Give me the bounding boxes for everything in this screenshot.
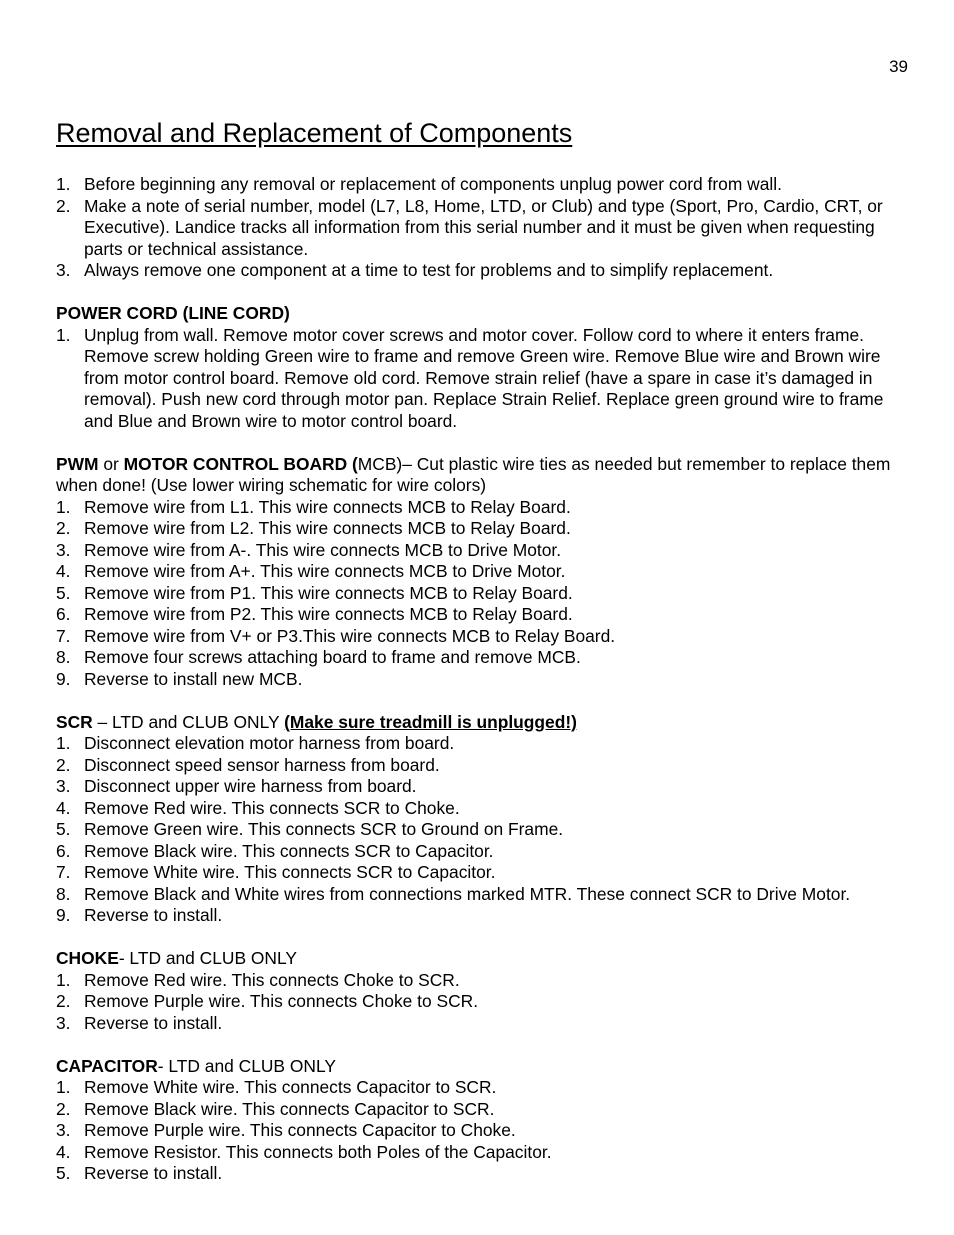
list-number: 4. (56, 797, 71, 818)
list-item (56, 755, 906, 777)
list-text: Reverse to install new MCB. (84, 668, 303, 689)
list-number: 2. (56, 195, 71, 216)
list-text: Before beginning any removal or replacement of components unplug power cord from wall. (84, 174, 782, 194)
list-number: 5. (56, 582, 71, 603)
list-item (56, 260, 906, 282)
list-number: 1. (56, 733, 71, 753)
list-number: 1. (56, 496, 71, 517)
list-item (56, 1163, 906, 1185)
list-item (56, 669, 906, 691)
list-number: 2. (56, 1098, 71, 1119)
list-number: 1. (56, 969, 71, 990)
list-text: Remove Red wire. This connects Choke to SCR. (84, 969, 460, 990)
list-text: Reverse to install. (84, 905, 223, 925)
list-item (56, 583, 906, 605)
list-text: Remove wire from L2. This wire connects MCB to Relay Board. (84, 518, 571, 538)
mcb-steps (56, 497, 906, 691)
list-text: Remove Black wire. This connects SCR to Capacitor. (84, 840, 494, 861)
list-item (56, 905, 906, 927)
power-cord-steps (56, 325, 906, 433)
list-text: Remove White wire. This connects SCR to Capacitor. (84, 862, 496, 882)
list-item (56, 841, 906, 863)
list-item (56, 497, 906, 519)
list-item (56, 647, 906, 669)
capacitor-steps (56, 1077, 906, 1185)
list-number: 5. (56, 819, 71, 839)
choke-steps (56, 970, 906, 1035)
scr-warning: (Make sure treadmill is unplugged!) (284, 711, 577, 732)
list-number: 5. (56, 1163, 71, 1183)
list-number: 8. (56, 647, 71, 667)
list-item (56, 626, 906, 648)
mcb-heading: PWM or MOTOR CONTROL BOARD (MCB)– Cut plastic wire ties as needed but remember to replace them when done! (Use lower wiring schematic for wire colors) (56, 453, 891, 495)
list-item (56, 819, 906, 841)
list-item (56, 776, 906, 798)
list-item (56, 540, 906, 562)
list-number: 4. (56, 1141, 71, 1162)
list-text: Disconnect elevation motor harness from board. (84, 733, 455, 753)
list-number: 9. (56, 668, 71, 689)
list-text: Remove Purple wire. This connects Capacitor to Choke. (84, 1120, 516, 1140)
list-number: 9. (56, 905, 71, 925)
list-number: 8. (56, 883, 71, 904)
capacitor-heading: CAPACITOR- LTD and CLUB ONLY (56, 1055, 336, 1076)
list-item (56, 1099, 906, 1121)
list-item (56, 561, 906, 583)
power-cord-heading: POWER CORD (LINE CORD) (56, 303, 290, 323)
list-text: Remove wire from V+ or P3.This wire connects MCB to Relay Board. (84, 625, 616, 646)
list-number: 1. (56, 1077, 71, 1097)
list-item (56, 970, 906, 992)
list-number: 6. (56, 840, 71, 861)
list-number: 7. (56, 862, 71, 882)
list-item (56, 1013, 906, 1035)
scr-heading: SCR – LTD and CLUB ONLY (Make sure treadmill is unplugged!) (56, 711, 577, 732)
list-number: 1. (56, 174, 71, 194)
intro-steps (56, 174, 906, 282)
list-number: 3. (56, 1120, 71, 1140)
list-text: Remove Purple wire. This connects Choke to SCR. (84, 991, 479, 1011)
list-text: Disconnect speed sensor harness from board. (84, 754, 440, 775)
list-text: Remove wire from P1. This wire connects MCB to Relay Board. (84, 582, 573, 603)
list-text: Reverse to install. (84, 1012, 223, 1033)
list-number: 3. (56, 1012, 71, 1033)
list-number: 4. (56, 561, 71, 581)
list-number: 6. (56, 604, 71, 624)
list-text: Reverse to install. (84, 1163, 223, 1183)
list-text: Remove Black and White wires from connections marked MTR. These connect SCR to Drive Motor. (84, 883, 851, 904)
list-item (56, 196, 906, 261)
list-text: Remove wire from P2. This wire connects MCB to Relay Board. (84, 604, 573, 624)
list-item (56, 884, 906, 906)
choke-heading: CHOKE- LTD and CLUB ONLY (56, 948, 297, 968)
list-item (56, 798, 906, 820)
list-item (56, 518, 906, 540)
list-text: Unplug from wall. Remove motor cover screws and motor cover. Follow cord to where it enters frame. Remove screw holding Green wire to frame and remove Green wire. Remove Blue wire and Brown wire from motor control board. Remove old cord. Remove strain relief (have a spare in case it’s damaged in removal). Push new cord through motor pan. Replace Strain Relief. Replace green ground wire to frame and Blue and Brown wire to motor control board. (84, 324, 884, 431)
scr-steps (56, 733, 906, 927)
list-text: Remove wire from A+. This wire connects MCB to Drive Motor. (84, 561, 566, 581)
list-number: 2. (56, 518, 71, 538)
list-item (56, 174, 906, 196)
list-text: Remove Resistor. This connects both Poles of the Capacitor. (84, 1141, 552, 1162)
list-number: 3. (56, 260, 71, 280)
list-item (56, 1077, 906, 1099)
list-text: Remove White wire. This connects Capacitor to SCR. (84, 1077, 497, 1097)
list-item (56, 1120, 906, 1142)
list-text: Remove Red wire. This connects SCR to Choke. (84, 797, 460, 818)
list-number: 1. (56, 324, 71, 345)
list-text: Remove four screws attaching board to frame and remove MCB. (84, 647, 581, 667)
list-item (56, 991, 906, 1013)
list-number: 3. (56, 539, 71, 560)
page-title: Removal and Replacement of Components (56, 118, 573, 148)
list-item (56, 1142, 906, 1164)
list-text: Always remove one component at a time to test for problems and to simplify replacement. (84, 260, 774, 280)
list-text: Make a note of serial number, model (L7, L8, Home, LTD, or Club) and type (Sport, Pro, Cardio, CRT, or Executive). Landice tracks all information from this serial number and it must be given when requesting parts or technical assistance. (84, 195, 883, 259)
list-text: Remove wire from L1. This wire connects MCB to Relay Board. (84, 496, 571, 517)
list-text: Remove Green wire. This connects SCR to Ground on Frame. (84, 819, 564, 839)
list-item (56, 325, 906, 433)
list-number: 2. (56, 991, 71, 1011)
list-text: Remove wire from A-. This wire connects MCB to Drive Motor. (84, 539, 562, 560)
list-number: 7. (56, 625, 71, 646)
document-body (56, 174, 906, 1185)
list-text: Remove Black wire. This connects Capacitor to SCR. (84, 1098, 495, 1119)
list-item (56, 862, 906, 884)
list-number: 3. (56, 776, 71, 796)
list-item (56, 604, 906, 626)
list-number: 2. (56, 754, 71, 775)
list-text: Disconnect upper wire harness from board. (84, 776, 417, 796)
page-number: 39 (889, 57, 908, 76)
list-item (56, 733, 906, 755)
